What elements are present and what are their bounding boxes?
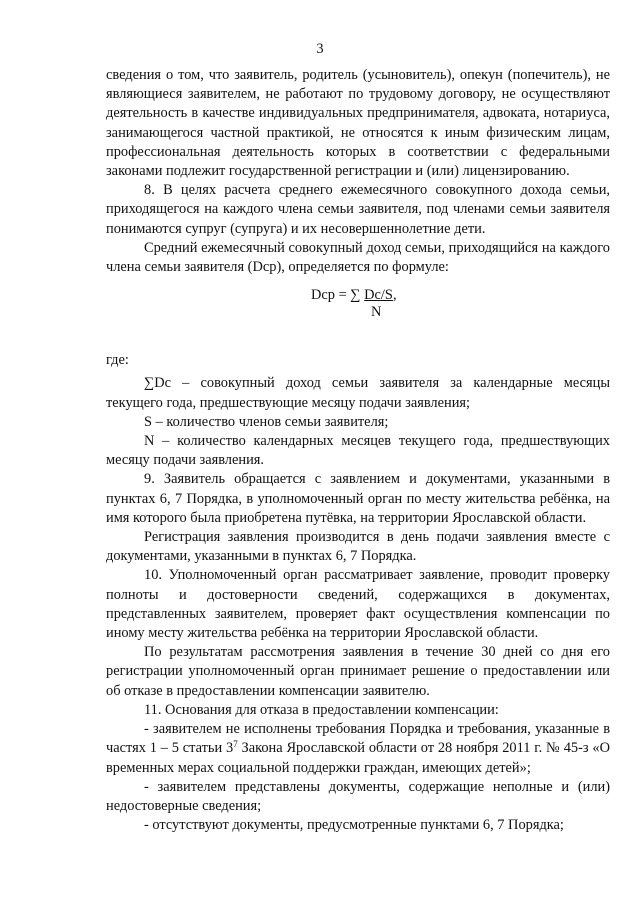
formula xyxy=(106,277,610,351)
formula-lhs: Dср = ∑ xyxy=(311,287,365,304)
document-body xyxy=(106,66,610,835)
page-number: 3 xyxy=(316,41,324,57)
refusal-ground-3: - отсутствуют документы, предусмотренные пунктами 6, 7 Порядка; xyxy=(144,817,564,834)
paragraph-9: 9. Заявитель обращается с заявлением и документами, указанными в пунктах 6, 7 Порядка, в уполномоченный орган по месту жительства ребёнка, на имя которого была приобретена путёвка, на территории Ярославской области. xyxy=(106,471,610,526)
where-label: где: xyxy=(106,352,129,369)
formula-tail: , xyxy=(392,287,397,304)
definition-n: N – количество календарных месяцев текущего года, предшествующих месяцу подачи заявления. xyxy=(106,433,610,469)
definition-s: S – количество членов семьи заявителя; xyxy=(144,413,389,430)
paragraph-formula-intro: Средний ежемесячный совокупный доход семьи, приходящийся на каждого члена семьи заявителя (Dср), определяется по формуле: xyxy=(106,239,610,276)
refusal-ground-1: - заявителем не исполнены требования Порядка и требования, указанные в частях 1 – 5 статьи $3^7$ Закона Ярославской области от 28 ноября 2011 г. № 45-з «О временных мерах социальной поддержки граждан, имеющих детей»; xyxy=(106,721,610,776)
definition-sum-dc: ∑Dс – совокупный доход семьи заявителя за календарные месяцы текущего года, предшествующие месяцу подачи заявления; xyxy=(106,375,610,411)
paragraph-10-results: По результатам рассмотрения заявления в течение 30 дней со дня его регистрации уполномоченный орган принимает решение о предоставлении или об отказе в предоставлении компенсации заявителю. xyxy=(106,644,610,699)
formula-denominator: N xyxy=(371,304,382,321)
superscript: 7 xyxy=(233,739,238,750)
paragraph: сведения о том, что заявитель, родитель (усыновитель), опекун (попечитель), не являющиеся заявителем, не работают по трудовому договору, не осуществляют деятельность в качестве индивидуальных предпринимателя, адвоката, нотариуса, занимающегося частной практикой, не относятся к иным физическим лицам, профессиональная деятельность которых в соответствии с федеральными законами подлежит государственной регистрации и (или) лицензированию. xyxy=(106,67,610,180)
paragraph-10: 10. Уполномоченный орган рассматривает заявление, проводит проверку полноты и достоверности сведений, содержащихся в документах, представленных заявителем, проверяет факт осуществления компенсации по иному месту жительства ребёнка на территории Ярославской области. xyxy=(106,567,610,642)
paragraph-11: 11. Основания для отказа в предоставлении компенсации: xyxy=(144,701,499,718)
formula-numerator: Dс/S xyxy=(364,287,393,304)
formula-main xyxy=(311,286,397,305)
refusal-ground-2: - заявителем представлены документы, содержащие неполные и (или) недостоверные сведения; xyxy=(106,778,610,814)
paragraph-8: 8. В целях расчета среднего ежемесячного совокупного дохода семьи, приходящегося на каждого члена семьи заявителя, под членами семьи заявителя понимаются супруг (супруга) и их несовершеннолетние дети. xyxy=(106,182,610,237)
paragraph-9-registration: Регистрация заявления производится в день подачи заявления вместе с документами, указанными в пунктах 6, 7 Порядка. xyxy=(106,529,610,565)
